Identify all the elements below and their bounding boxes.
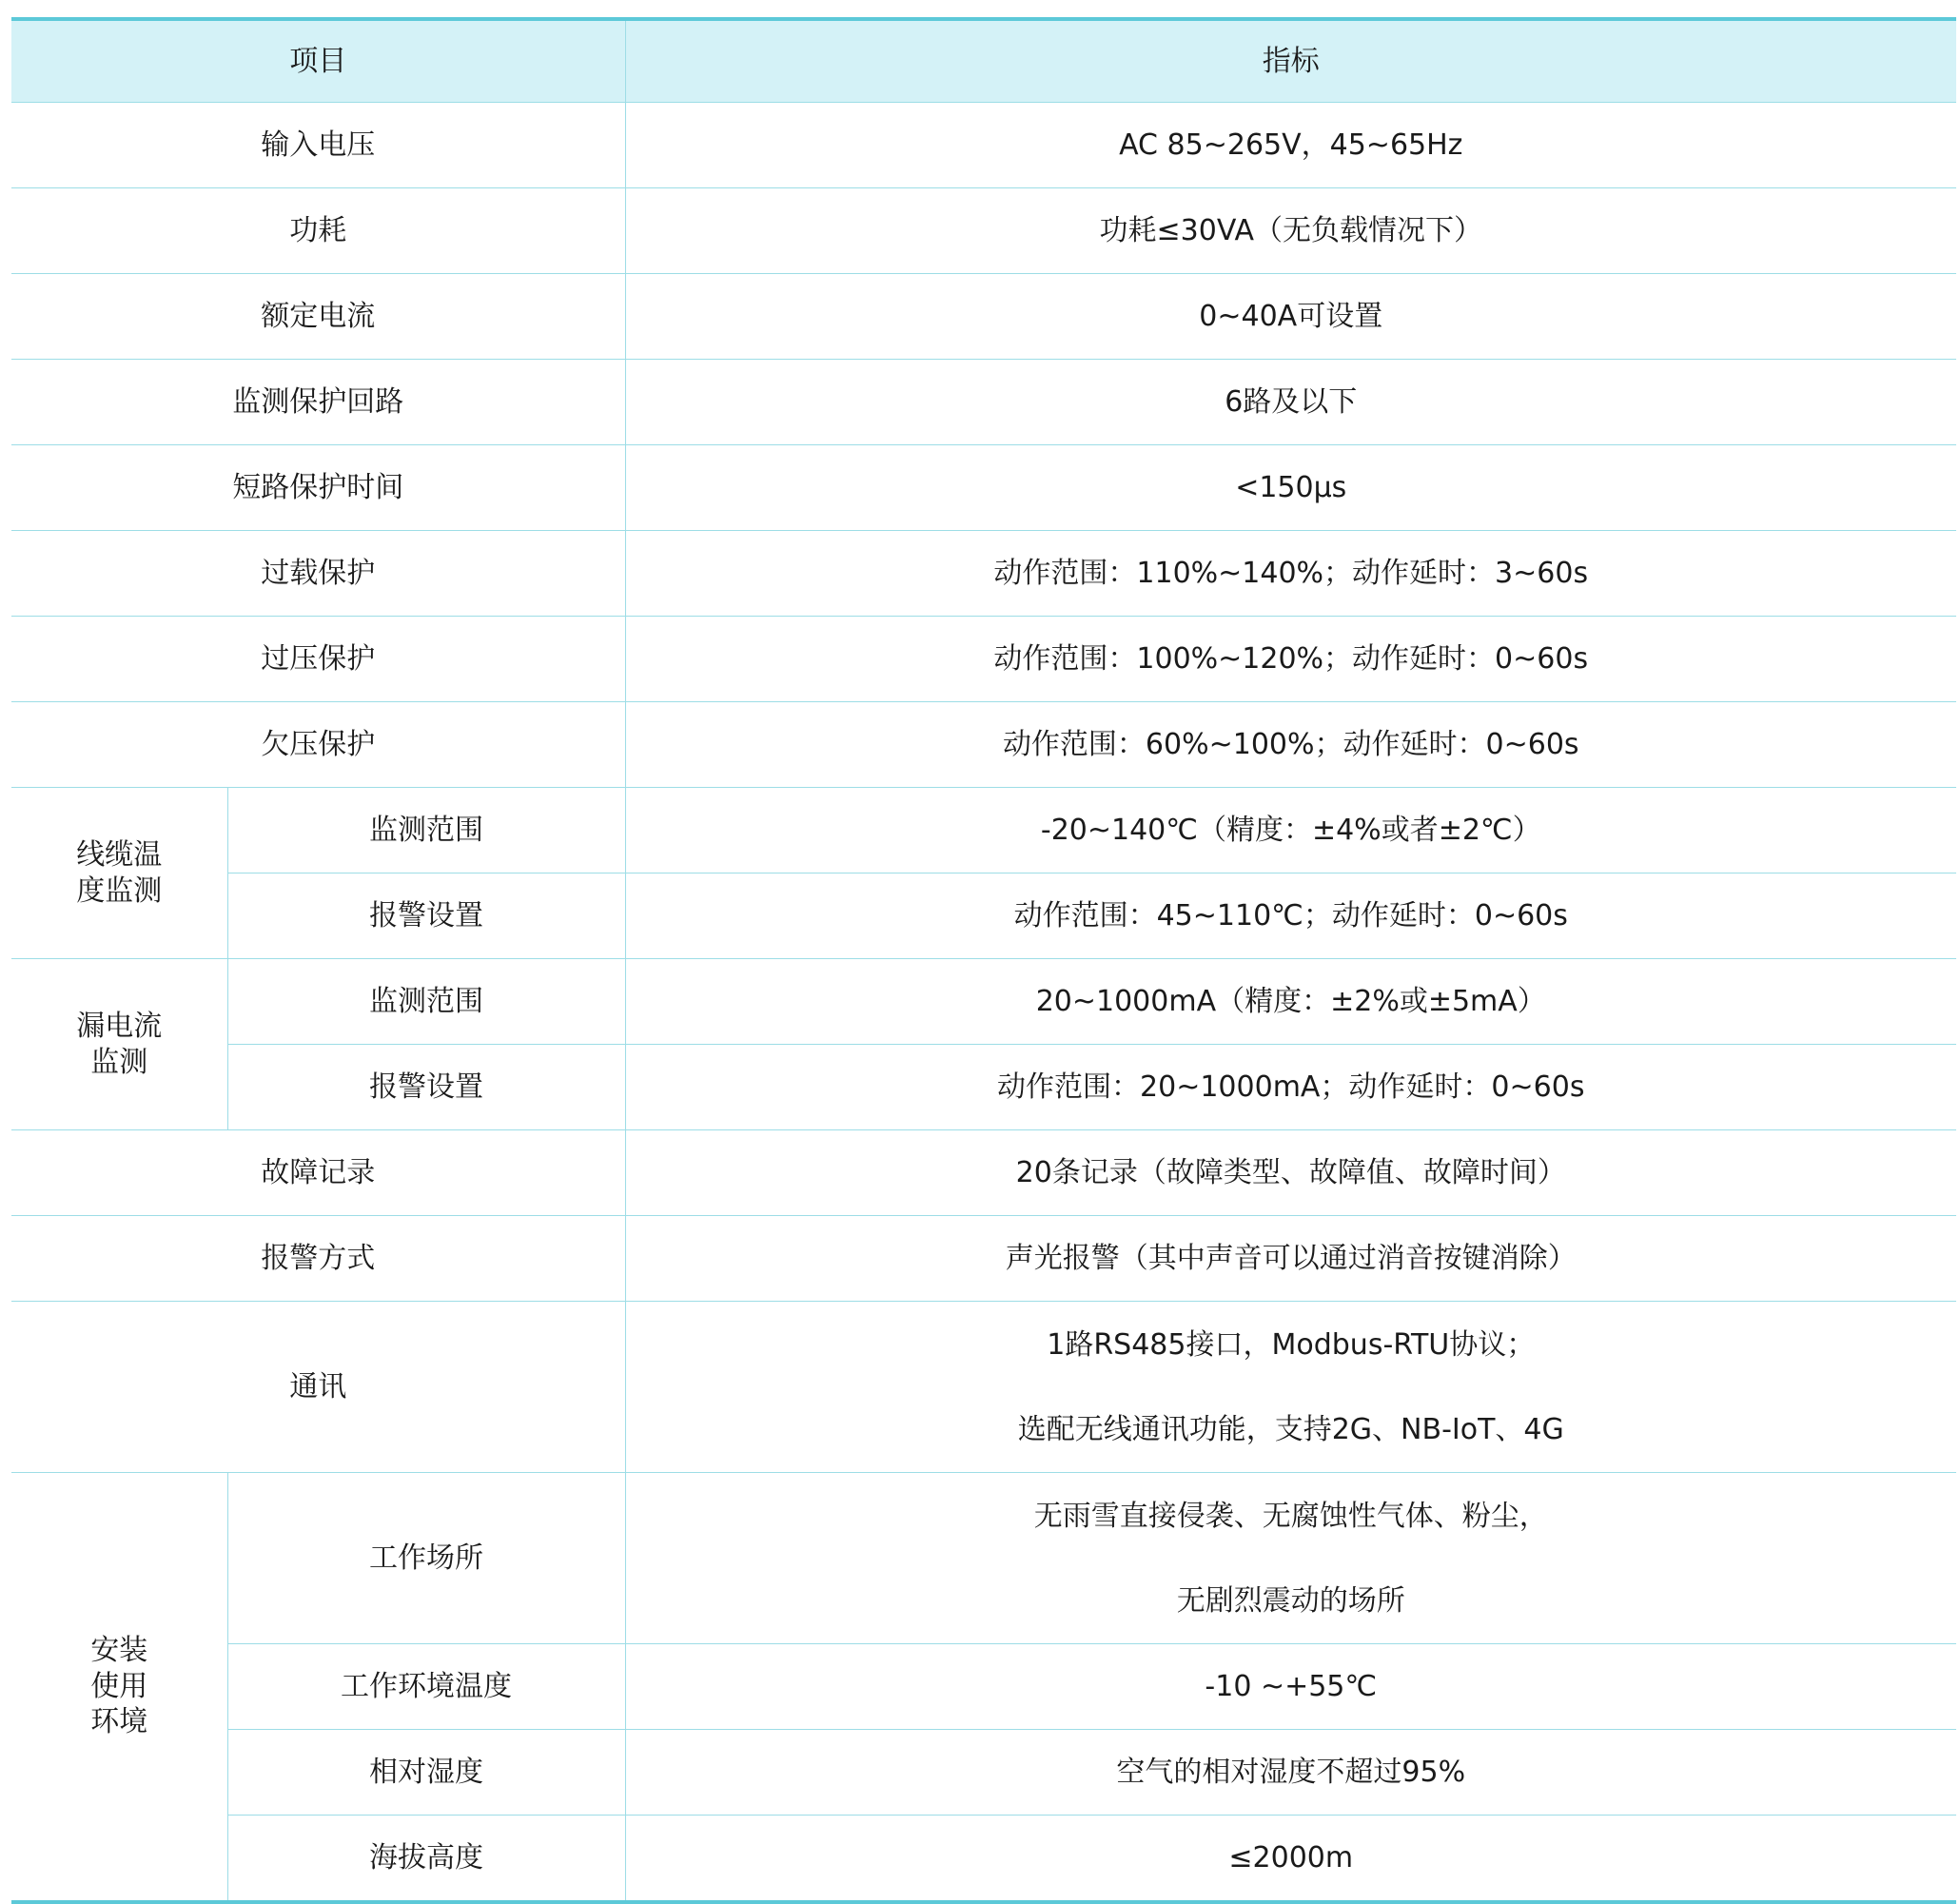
- group-label-line: 环境: [90, 1705, 148, 1739]
- row-value: 6路及以下: [625, 360, 1956, 445]
- row-value: 20~1000mA（精度：±2%或±5mA）: [625, 959, 1956, 1045]
- table-row: [11, 873, 1956, 959]
- group-label-line: 线缆温: [76, 838, 163, 872]
- row-value: -10 ~+55℃: [625, 1644, 1956, 1730]
- table-row: [11, 1216, 1956, 1302]
- table-row: [11, 1730, 1956, 1816]
- row-label: 过载保护: [11, 531, 625, 617]
- group-label-leakage: [11, 959, 227, 1130]
- spec-table: [11, 17, 1956, 1904]
- row-label: 监测范围: [227, 788, 625, 873]
- table-row: [11, 103, 1956, 188]
- row-label: 报警方式: [11, 1216, 625, 1302]
- row-value: 0~40A可设置: [625, 274, 1956, 360]
- header-indicator: 指标: [625, 19, 1956, 103]
- value-line: 1路RS485接口，Modbus-RTU协议；: [1047, 1327, 1536, 1362]
- value-line: 选配无线通讯功能，支持2G、NB-IoT、4G: [1017, 1412, 1564, 1446]
- row-value: 空气的相对湿度不超过95%: [625, 1730, 1956, 1816]
- row-value: 动作范围：60%~100%；动作延时：0~60s: [625, 702, 1956, 788]
- row-label: 额定电流: [11, 274, 625, 360]
- row-label: 相对湿度: [227, 1730, 625, 1816]
- value-line: 无剧烈震动的场所: [1176, 1583, 1405, 1618]
- table-row: [11, 274, 1956, 360]
- table-row: [11, 188, 1956, 274]
- row-value: 动作范围：20~1000mA；动作延时：0~60s: [625, 1045, 1956, 1130]
- row-label: 过压保护: [11, 617, 625, 702]
- row-label: 监测保护回路: [11, 360, 625, 445]
- row-value: AC 85~265V，45~65Hz: [625, 103, 1956, 188]
- group-label-install: [11, 1473, 227, 1903]
- row-value: 动作范围：110%~140%；动作延时：3~60s: [625, 531, 1956, 617]
- table-row: [11, 445, 1956, 531]
- table-row: [11, 1302, 1956, 1473]
- table-row: [11, 1473, 1956, 1644]
- header-row: [11, 19, 1956, 103]
- row-value: 功耗≤30VA（无负载情况下）: [625, 188, 1956, 274]
- row-label: 欠压保护: [11, 702, 625, 788]
- table-row: [11, 1644, 1956, 1730]
- row-label: 输入电压: [11, 103, 625, 188]
- row-label: 海拔高度: [227, 1816, 625, 1903]
- table-row: [11, 788, 1956, 873]
- row-value-multiline: [625, 1302, 1956, 1473]
- row-value: 20条记录（故障类型、故障值、故障时间）: [625, 1130, 1956, 1216]
- row-label: 工作环境温度: [227, 1644, 625, 1730]
- row-label: 短路保护时间: [11, 445, 625, 531]
- table-row: [11, 959, 1956, 1045]
- row-value: 动作范围：100%~120%；动作延时：0~60s: [625, 617, 1956, 702]
- table-row: [11, 617, 1956, 702]
- table-row: [11, 360, 1956, 445]
- row-label: 报警设置: [227, 1045, 625, 1130]
- table-row: [11, 702, 1956, 788]
- table-row: [11, 1816, 1956, 1903]
- group-label-cable-temp: [11, 788, 227, 959]
- table-row: [11, 531, 1956, 617]
- group-label-line: 安装: [90, 1634, 148, 1668]
- table-row: [11, 1045, 1956, 1130]
- value-line: 无雨雪直接侵袭、无腐蚀性气体、粉尘，: [1033, 1499, 1548, 1533]
- header-item: 项目: [11, 19, 625, 103]
- row-value-multiline: [625, 1473, 1956, 1644]
- table-row: [11, 1130, 1956, 1216]
- group-label-line: 度监测: [76, 873, 163, 908]
- row-value: <150μs: [625, 445, 1956, 531]
- row-label: 工作场所: [227, 1473, 625, 1644]
- row-label: 故障记录: [11, 1130, 625, 1216]
- group-label-line: 监测: [90, 1045, 148, 1079]
- row-label: 报警设置: [227, 873, 625, 959]
- row-label: 功耗: [11, 188, 625, 274]
- group-label-line: 漏电流: [76, 1010, 163, 1043]
- row-value: 声光报警（其中声音可以通过消音按键消除）: [625, 1216, 1956, 1302]
- row-value: 动作范围：45~110℃；动作延时：0~60s: [625, 873, 1956, 959]
- row-value: -20~140℃（精度：±4%或者±2℃）: [625, 788, 1956, 873]
- row-label: 监测范围: [227, 959, 625, 1045]
- row-value: ≤2000m: [625, 1816, 1956, 1903]
- group-label-line: 使用: [90, 1669, 148, 1703]
- row-label: 通讯: [11, 1302, 625, 1473]
